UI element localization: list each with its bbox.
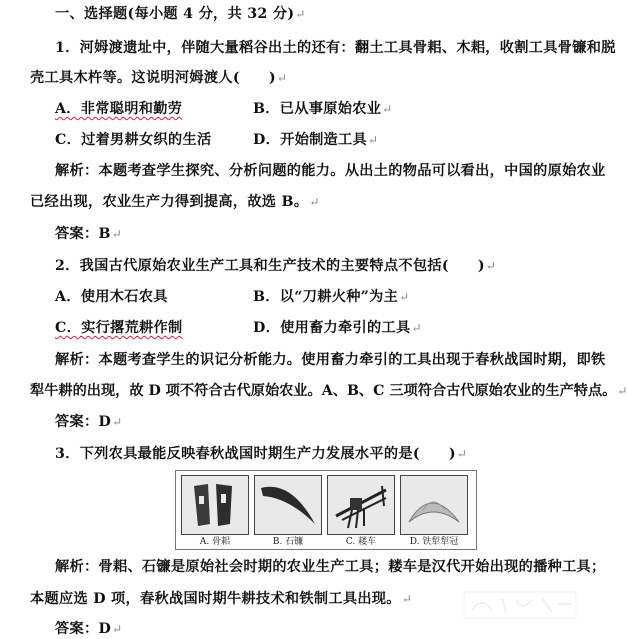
panel-d — [400, 475, 468, 535]
paragraph-mark-icon: ↵ — [617, 384, 627, 398]
bone-spade-icon — [182, 476, 248, 534]
watermark-icon — [462, 588, 578, 622]
caption-a: A. 骨耜 — [199, 537, 231, 547]
q2-analysis-line2: 犁牛耕的出现，故 D 项不符合古代原始农业。A、B、C 三项符合古代原始农业的生产特点。↵ — [30, 383, 627, 399]
stone-sickle-icon — [255, 476, 321, 534]
panel-a — [181, 475, 249, 535]
paragraph-mark-icon: ↵ — [401, 592, 413, 606]
panel-b — [254, 475, 322, 535]
paragraph-mark-icon: ↵ — [276, 71, 288, 85]
q1-option-c: C．过着男耕女织的生活 — [55, 132, 212, 148]
paragraph-mark-icon: ↵ — [399, 290, 410, 304]
paragraph-mark-icon: ↵ — [112, 622, 123, 636]
q2-answer: 答案：D↵ — [55, 414, 123, 430]
paragraph-mark-icon: ↵ — [112, 415, 123, 429]
watermark — [462, 588, 578, 622]
q2-analysis-line1: 解析：本题考查学生的识记分析能力。使用畜力牵引的工具出现于春秋战国时期，即铁 — [55, 352, 606, 368]
q3-analysis-line2: 本题应选 D 项，春秋战国时期牛耕技术和铁制工具出现。↵ — [30, 591, 413, 607]
section-title: 一、选择题(每小题 4 分，共 32 分)↵ — [55, 6, 306, 22]
q2-option-d: D．使用畜力牵引的工具↵ — [253, 320, 422, 336]
paragraph-mark-icon: ↵ — [456, 447, 468, 461]
q3-answer: 答案：D↵ — [55, 621, 123, 637]
caption-b: B. 石镰 — [272, 537, 304, 547]
q1-option-a: A．非常聪明和勤劳 — [55, 101, 183, 117]
iron-plowshare-icon — [401, 476, 467, 534]
q3-figure — [175, 470, 477, 550]
caption-d: D. 铁犁犁冠 — [409, 537, 459, 547]
q1-stem-line2: 壳工具木杵等。这说明河姆渡人( )↵ — [30, 70, 288, 86]
panel-c — [327, 475, 395, 535]
paragraph-mark-icon: ↵ — [295, 7, 306, 21]
q3-analysis-line1: 解析：骨耜、石镰是原始社会时期的农业生产工具；耧车是汉代开始出现的播种工具； — [55, 559, 606, 575]
q2-option-a: A．使用木石农具 — [55, 289, 168, 305]
paragraph-mark-icon: ↵ — [485, 259, 497, 273]
q3-stem: 3．下列农具最能反映春秋战国时期生产力发展水平的是( )↵ — [55, 446, 468, 462]
paragraph-mark-icon: ↵ — [111, 227, 123, 241]
q1-analysis-line2: 已经出现，农业生产力得到提高，故选 B。↵ — [30, 194, 320, 210]
q1-answer: 答案：B↵ — [55, 226, 123, 242]
paragraph-mark-icon: ↵ — [411, 321, 422, 335]
q1-analysis-line1: 解析：本题考查学生探究、分析问题的能力。从出土的物品可以看出，中国的原始农业 — [55, 163, 606, 179]
q1-option-b: B．已从事原始农业↵ — [253, 101, 393, 117]
paragraph-mark-icon: ↵ — [368, 133, 379, 147]
paragraph-mark-icon: ↵ — [382, 102, 393, 116]
q1-stem-line1: 1．河姆渡遗址中，伴随大量稻谷出土的还有：翻土工具骨耜、木耜，收割工具骨镰和脱 — [55, 40, 616, 56]
seed-drill-icon — [328, 476, 394, 534]
q2-option-b: B．以“刀耕火种”为主↵ — [253, 289, 410, 305]
q1-option-d: D．开始制造工具↵ — [253, 132, 379, 148]
paragraph-mark-icon: ↵ — [309, 195, 320, 209]
q2-stem: 2．我国古代原始农业生产工具和生产技术的主要特点不包括( )↵ — [55, 258, 497, 274]
q2-option-c: C．实行撂荒耕作制 — [55, 320, 183, 336]
caption-c: C. 耧车 — [345, 537, 377, 547]
